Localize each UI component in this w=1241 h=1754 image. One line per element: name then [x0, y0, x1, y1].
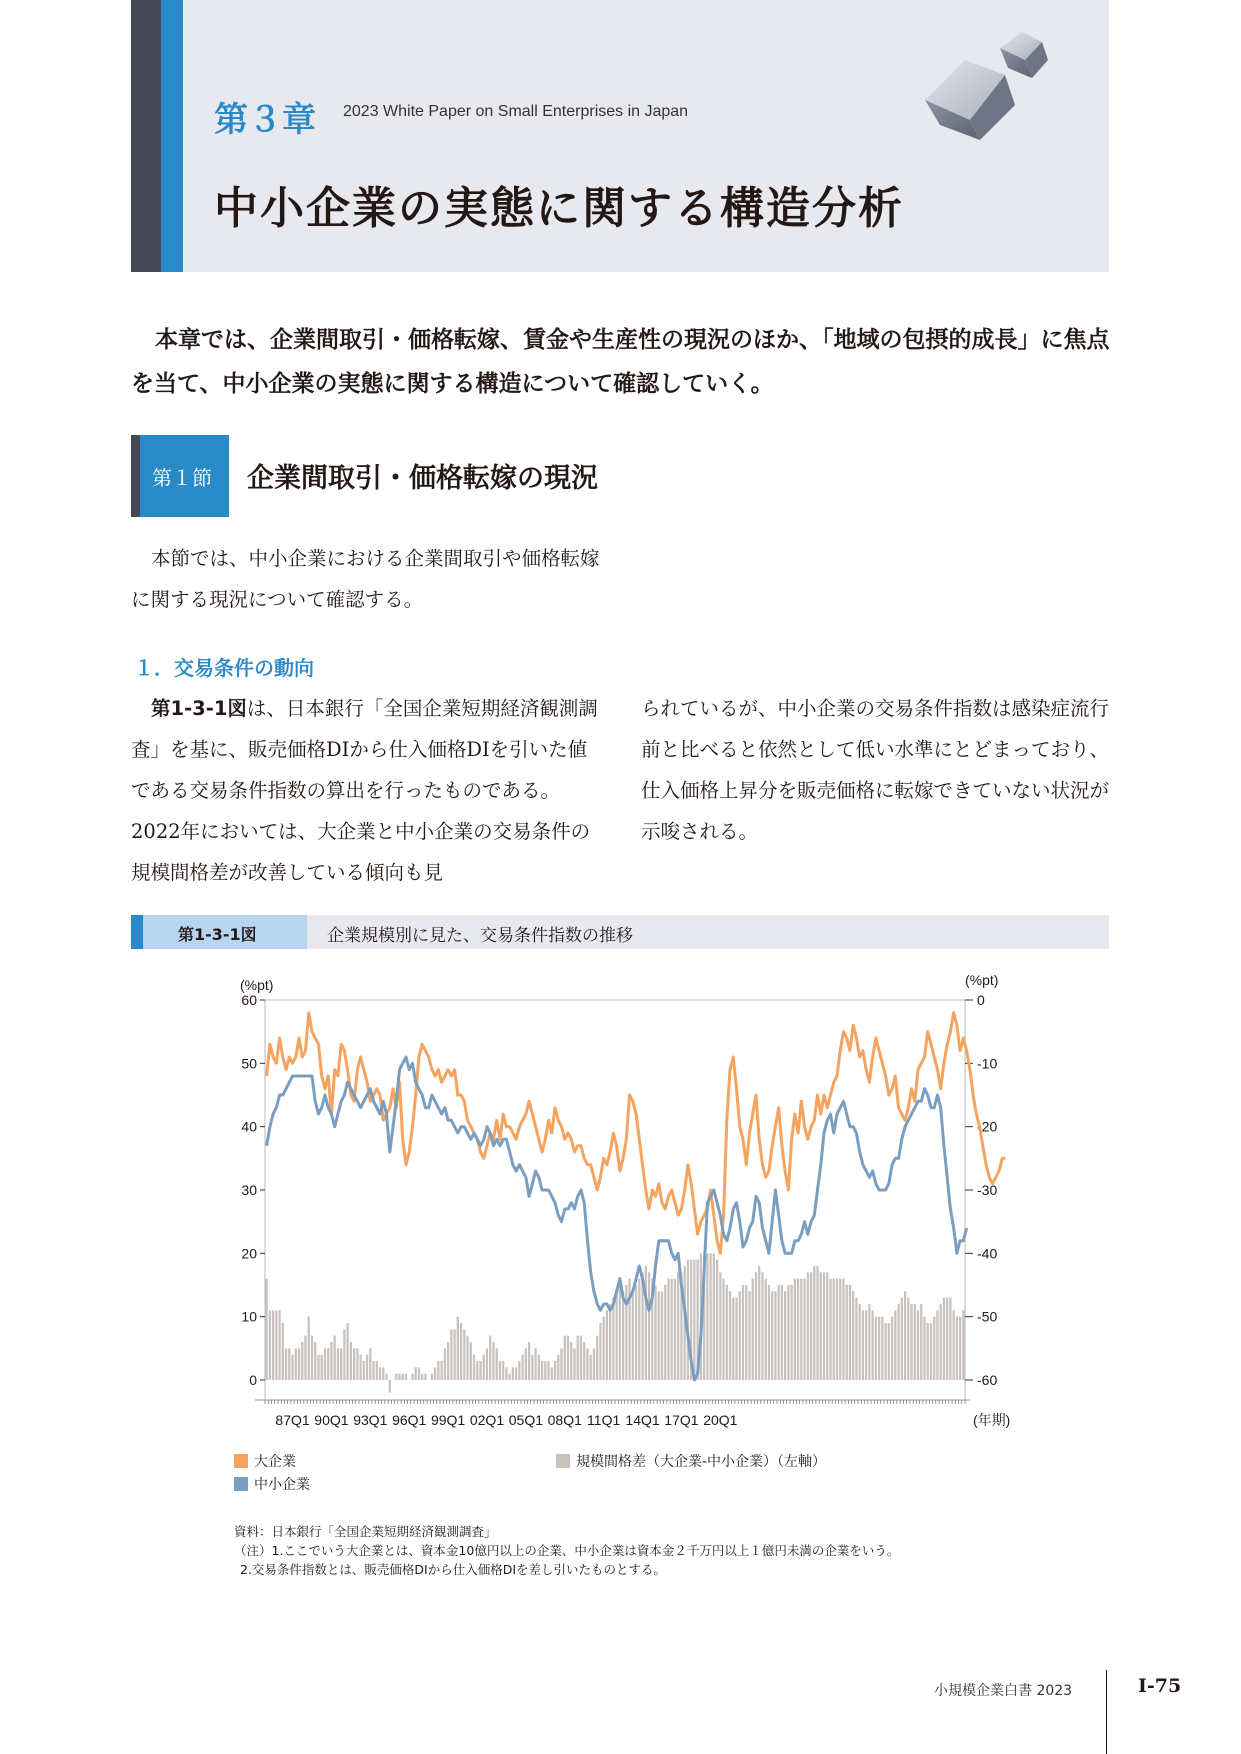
gap-bar [544, 1361, 546, 1380]
gap-bar [340, 1348, 342, 1380]
gap-bar [794, 1279, 796, 1380]
gap-bar [486, 1348, 488, 1380]
gap-bar [787, 1285, 789, 1380]
gap-bar [752, 1279, 754, 1380]
gap-bar [962, 1310, 964, 1380]
gap-bar [823, 1272, 825, 1380]
x-tick-label: 17Q1 [664, 1412, 699, 1428]
gap-bar [852, 1291, 854, 1380]
gap-bar [859, 1304, 861, 1380]
gap-bar [810, 1272, 812, 1380]
gap-bar [460, 1323, 462, 1380]
legend-swatch-large [234, 1454, 248, 1468]
gap-bar [742, 1285, 744, 1380]
gap-bar [748, 1291, 750, 1380]
gap-bar [758, 1266, 760, 1380]
gap-bar [531, 1355, 533, 1380]
gap-bar [317, 1355, 319, 1380]
left-tick-label: 20 [241, 1245, 257, 1262]
gap-bar [606, 1310, 608, 1380]
gap-bar [884, 1323, 886, 1380]
gap-bar [930, 1323, 932, 1380]
gap-bar [311, 1336, 313, 1380]
left-axis-unit: (%pt) [240, 977, 274, 993]
gap-bar [693, 1260, 695, 1380]
gap-bar [453, 1329, 455, 1380]
trade-terms-chart [210, 965, 1030, 1445]
gap-bar [910, 1304, 912, 1380]
right-tick-label: -40 [977, 1245, 998, 1262]
left-tick-label: 50 [241, 1055, 257, 1072]
chapter-intro [131, 318, 1111, 406]
gap-bar [933, 1317, 935, 1380]
gap-bar [820, 1272, 822, 1380]
gap-bar [525, 1348, 527, 1380]
gap-bar [658, 1291, 660, 1380]
gap-bar [266, 1279, 268, 1380]
gap-bar [826, 1272, 828, 1380]
chapter-number: 第３章 [214, 100, 316, 140]
body-column-1 [131, 688, 601, 893]
gap-bar [418, 1367, 420, 1380]
figure-header-accent [131, 915, 143, 949]
right-axis-unit: (%pt) [965, 972, 999, 988]
gap-bar [593, 1348, 595, 1380]
gap-bar [891, 1317, 893, 1380]
gap-bar [557, 1355, 559, 1380]
large-enterprise-line [267, 1013, 1006, 1254]
gap-bar [441, 1361, 443, 1380]
gap-bar [781, 1285, 783, 1380]
x-tick-label: 14Q1 [625, 1412, 660, 1428]
gap-bar [291, 1355, 293, 1380]
legend-label-small: 中小企業 [254, 1477, 310, 1493]
right-tick-label: 0 [977, 992, 985, 1008]
gap-bar [709, 1253, 711, 1380]
gap-bar [590, 1355, 592, 1380]
gap-bar [489, 1336, 491, 1380]
gap-bar [269, 1310, 271, 1380]
gap-bar [946, 1298, 948, 1380]
gap-bar [282, 1323, 284, 1380]
gap-bar [778, 1285, 780, 1380]
gap-bar [706, 1253, 708, 1380]
cube-decoration-icon [920, 20, 1070, 150]
gap-bar [379, 1367, 381, 1380]
gap-bar [308, 1317, 310, 1380]
gap-bar [719, 1272, 721, 1380]
gap-bar [515, 1367, 517, 1380]
note-1: （注）1.ここでいう大企業とは、資本金10億円以上の企業、中小企業は資本金２千万円以上１億円未満の企業をいう。 [234, 1543, 900, 1558]
gap-bar [411, 1374, 413, 1380]
gap-bar [596, 1336, 598, 1380]
gap-bar [784, 1291, 786, 1380]
legend-label-large: 大企業 [254, 1454, 296, 1470]
gap-bar [431, 1374, 433, 1380]
gap-bar [771, 1291, 773, 1380]
gap-bar [671, 1279, 673, 1380]
gap-bar [372, 1361, 374, 1380]
gap-bar [382, 1367, 384, 1380]
gap-bar [907, 1298, 909, 1380]
gap-bar [350, 1342, 352, 1380]
gap-bar [674, 1279, 676, 1380]
gap-bar [791, 1285, 793, 1380]
gap-bar [722, 1279, 724, 1380]
gap-bar [940, 1304, 942, 1380]
gap-bar [314, 1342, 316, 1380]
gap-bar [927, 1323, 929, 1380]
gap-bar [512, 1367, 514, 1380]
figure-number: 第1-3-1図 [178, 925, 257, 944]
gap-bar [619, 1285, 621, 1380]
gap-bar [622, 1291, 624, 1380]
gap-bar [917, 1310, 919, 1380]
x-tick-label: 11Q1 [587, 1412, 621, 1428]
gap-bar [324, 1348, 326, 1380]
x-tick-label: 96Q1 [392, 1412, 427, 1428]
gap-bar [654, 1285, 656, 1380]
gap-bar [959, 1317, 961, 1380]
gap-bar [573, 1348, 575, 1380]
gap-bar [765, 1279, 767, 1380]
body-column-2: られているが、中小企業の交易条件指数は感染症流行前と比べると依然として低い水準にとどまっており、仕入価格上昇分を販売価格に転嫁できていない状況が示唆される。 [641, 697, 1110, 843]
gap-bar [635, 1285, 637, 1380]
chapter-english-title: 2023 White Paper on Small Enterprises in Japan [343, 103, 689, 120]
gap-bar [457, 1317, 459, 1380]
gap-bar [356, 1348, 358, 1380]
footer-divider [1106, 1670, 1107, 1754]
gap-bar [366, 1355, 368, 1380]
gap-bar [862, 1310, 864, 1380]
gap-bar [713, 1253, 715, 1380]
gap-bar [599, 1323, 601, 1380]
gap-bar [816, 1266, 818, 1380]
gap-bar [398, 1374, 400, 1380]
gap-bar [301, 1342, 303, 1380]
gap-bar [385, 1374, 387, 1380]
gap-bar [901, 1298, 903, 1380]
gap-bar [648, 1272, 650, 1380]
left-tick-label: 30 [241, 1182, 257, 1198]
gap-bar [803, 1279, 805, 1380]
note-source: 資料：日本銀行「全国企業短期経済観測調査」 [234, 1524, 497, 1539]
gap-bar [894, 1310, 896, 1380]
gap-bar [509, 1374, 511, 1380]
gap-bar [797, 1279, 799, 1380]
gap-bar [872, 1310, 874, 1380]
gap-bar [304, 1336, 306, 1380]
gap-bar [463, 1329, 465, 1380]
x-tick-label: 08Q1 [547, 1412, 582, 1428]
gap-bar [936, 1310, 938, 1380]
gap-bar [496, 1348, 498, 1380]
gap-bar [570, 1342, 572, 1380]
gap-bar [288, 1348, 290, 1380]
section-title: 企業間取引・価格転嫁の現況 [247, 463, 598, 494]
gap-bar [842, 1279, 844, 1380]
gap-bar [923, 1317, 925, 1380]
gap-bar [402, 1374, 404, 1380]
gap-bar [298, 1348, 300, 1380]
gap-bar [729, 1291, 731, 1380]
gap-bar [580, 1336, 582, 1380]
gap-bar [522, 1355, 524, 1380]
figure-reference: 第1-3-1図 [151, 697, 247, 720]
gap-bar [483, 1355, 485, 1380]
gap-bar [638, 1279, 640, 1380]
gap-bar [466, 1336, 468, 1380]
gap-bar [768, 1285, 770, 1380]
gap-bar [726, 1285, 728, 1380]
right-tick-label: -50 [977, 1308, 998, 1325]
gap-bar [609, 1304, 611, 1380]
gap-bar [846, 1285, 848, 1380]
gap-bar [275, 1310, 277, 1380]
gap-bar [577, 1336, 579, 1380]
legend-swatch-small [234, 1477, 248, 1491]
section-lead [131, 538, 601, 620]
gap-bar [278, 1310, 280, 1380]
gap-bar [321, 1355, 323, 1380]
gap-bar [875, 1317, 877, 1380]
gap-bar [376, 1361, 378, 1380]
gap-bar [505, 1367, 507, 1380]
note-2: 2.交易条件指数とは、販売価格DIから仕入価格DIを差し引いたものとする。 [240, 1562, 667, 1577]
right-tick-label: -30 [977, 1182, 998, 1198]
gap-bar [645, 1266, 647, 1380]
gap-bar [359, 1355, 361, 1380]
gap-bar [492, 1342, 494, 1380]
gap-bar [807, 1272, 809, 1380]
x-tick-label: 93Q1 [353, 1412, 388, 1428]
gap-bar [502, 1361, 504, 1380]
left-tick-label: 0 [249, 1372, 257, 1388]
gap-bar [389, 1380, 391, 1393]
gap-bar [473, 1355, 475, 1380]
header-accent-blue [161, 0, 183, 272]
gap-bar [395, 1374, 397, 1380]
gap-bar [800, 1279, 802, 1380]
gap-bar [447, 1342, 449, 1380]
gap-bar [479, 1361, 481, 1380]
gap-bar [881, 1317, 883, 1380]
chapter-title: 中小企業の実態に関する構造分析 [214, 183, 904, 234]
gap-bar [745, 1285, 747, 1380]
section-lead-text: 本節では、中小企業における企業間取引や価格転嫁に関する現況について確認する。 [131, 547, 600, 611]
gap-bar [567, 1336, 569, 1380]
figure-notes [234, 1522, 899, 1579]
left-tick-label: 40 [241, 1118, 257, 1135]
gap-bar [476, 1361, 478, 1380]
gap-bar [272, 1310, 274, 1380]
gap-bar [920, 1304, 922, 1380]
header-accent-dark [131, 0, 161, 272]
gap-bar [774, 1291, 776, 1380]
x-tick-label: 05Q1 [508, 1412, 544, 1428]
gap-bar [667, 1279, 669, 1380]
gap-bar [956, 1317, 958, 1380]
x-axis-unit: (年期) [973, 1412, 1011, 1428]
gap-bar [949, 1298, 951, 1380]
gap-bar [518, 1361, 520, 1380]
x-tick-label: 02Q1 [469, 1412, 505, 1428]
gap-bar [833, 1279, 835, 1380]
gap-bar [450, 1329, 452, 1380]
gap-bar [839, 1279, 841, 1380]
gap-bar [836, 1279, 838, 1380]
gap-bar [363, 1361, 365, 1380]
gap-bar [904, 1291, 906, 1380]
gap-bar [424, 1374, 426, 1380]
gap-bar [943, 1298, 945, 1380]
gap-bar [551, 1367, 553, 1380]
gap-bar [421, 1374, 423, 1380]
figure-title: 企業規模別に見た、交易条件指数の推移 [327, 926, 633, 946]
gap-bar [616, 1291, 618, 1380]
gap-bar [677, 1272, 679, 1380]
legend-swatch-gap [556, 1454, 570, 1468]
gap-bar [632, 1291, 634, 1380]
gap-bar [405, 1374, 407, 1380]
gap-bar [437, 1361, 439, 1380]
gap-bar [755, 1272, 757, 1380]
gap-bar [327, 1348, 329, 1380]
gap-bar [735, 1298, 737, 1380]
gap-bar [334, 1336, 336, 1380]
left-tick-label: 10 [241, 1308, 257, 1325]
right-tick-label: -10 [977, 1055, 998, 1072]
gap-bar [661, 1291, 663, 1380]
intro-text: 本章では、企業間取引・価格転嫁、賃金や生産性の現況のほか、「地域の包摂的成長」に焦点を当て、中小企業の実態に関する構造について確認していく。 [131, 327, 1110, 397]
gap-bar [434, 1367, 436, 1380]
footer-publication: 小規模企業白書 2023 [934, 1683, 1073, 1699]
gap-bar [716, 1260, 718, 1380]
gap-bar [564, 1336, 566, 1380]
page-number: Ⅰ-75 [1138, 1675, 1182, 1697]
gap-bar [664, 1285, 666, 1380]
section-label-accent [131, 435, 140, 517]
gap-bar [583, 1342, 585, 1380]
gap-bar [888, 1323, 890, 1380]
gap-bar [541, 1361, 543, 1380]
gap-bar [914, 1304, 916, 1380]
gap-bar [829, 1279, 831, 1380]
gap-bar [739, 1291, 741, 1380]
gap-bar [603, 1317, 605, 1380]
gap-bar [285, 1348, 287, 1380]
gap-bar [554, 1361, 556, 1380]
gap-bar [897, 1304, 899, 1380]
x-tick-label: 20Q1 [703, 1412, 738, 1428]
gap-bar [878, 1317, 880, 1380]
gap-bar [347, 1323, 349, 1380]
x-tick-label: 99Q1 [430, 1412, 466, 1428]
gap-bar [470, 1342, 472, 1380]
gap-bar [534, 1348, 536, 1380]
body-column-1-text: は、日本銀行「全国企業短期経済観測調査」を基に、販売価格DIから仕入価格DIを引いた値である交易条件指数の算出を行ったものである。2022年においては、大企業と中小企業の交易条件の規模間格差が改善している傾向も見 [131, 697, 598, 884]
gap-bar [337, 1348, 339, 1380]
gap-bar [868, 1304, 870, 1380]
gap-bar [586, 1348, 588, 1380]
gap-bar [849, 1285, 851, 1380]
gap-bar [612, 1298, 614, 1380]
right-tick-label: -20 [977, 1118, 998, 1135]
gap-bar [343, 1329, 345, 1380]
x-tick-label: 87Q1 [275, 1412, 310, 1428]
gap-bar [444, 1348, 446, 1380]
gap-bar [813, 1266, 815, 1380]
x-tick-label: 90Q1 [314, 1412, 349, 1428]
gap-bar [369, 1348, 371, 1380]
gap-bar [415, 1367, 417, 1380]
gap-bar [353, 1348, 355, 1380]
gap-bar [732, 1298, 734, 1380]
gap-bar [499, 1361, 501, 1380]
gap-bar [865, 1310, 867, 1380]
gap-bar [295, 1348, 297, 1380]
subsection-title: １．交易条件の動向 [134, 656, 314, 680]
gap-bar [538, 1355, 540, 1380]
gap-bar [528, 1342, 530, 1380]
gap-bar [547, 1361, 549, 1380]
left-tick-label: 60 [241, 992, 257, 1008]
right-tick-label: -60 [977, 1372, 998, 1388]
gap-bar [855, 1298, 857, 1380]
section-label: 第１節 [152, 466, 212, 490]
gap-bar [560, 1348, 562, 1380]
gap-bar [761, 1272, 763, 1380]
legend-label-gap: 規模間格差（大企業-中小企業）（左軸） [576, 1454, 827, 1470]
gap-bar [330, 1342, 332, 1380]
gap-bar [953, 1310, 955, 1380]
